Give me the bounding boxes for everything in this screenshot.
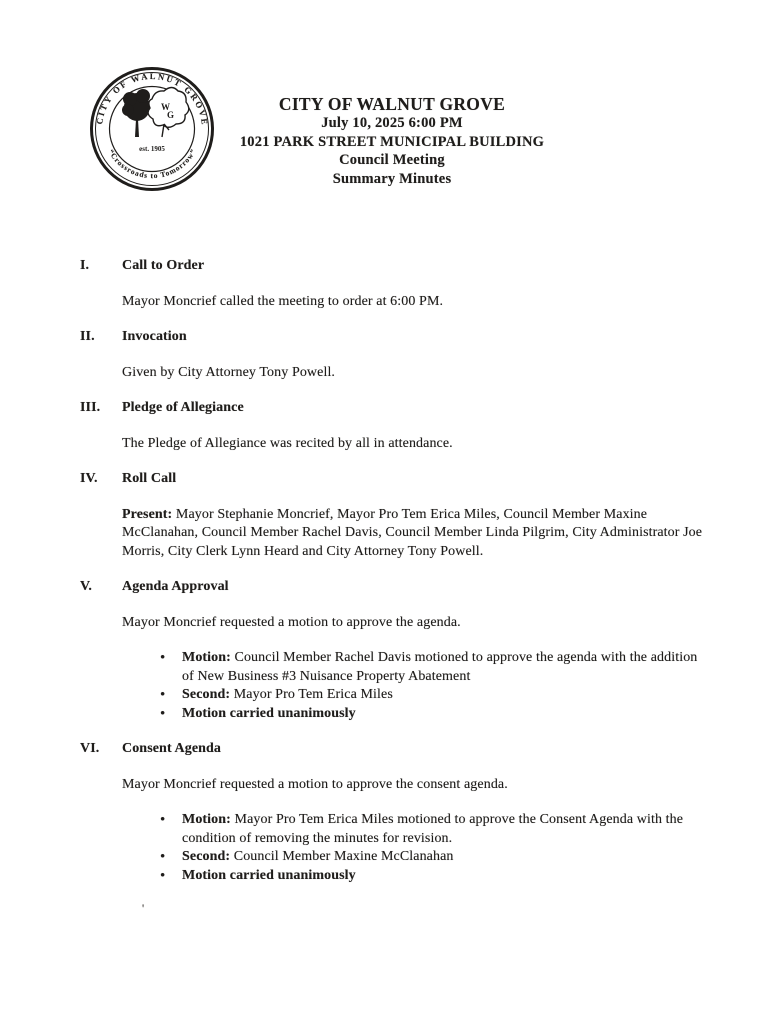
section-heading: Call to Order (122, 258, 205, 273)
meeting-type: Council Meeting (339, 152, 445, 168)
section-heading: Invocation (122, 329, 187, 344)
bullet-motion-carried (122, 867, 720, 886)
bullet-lead: Motion: (182, 812, 231, 827)
bullet-text: Mayor Pro Tem Erica Miles motioned to approve the Consent Agenda with the condition of removing the minutes for revision. (182, 812, 684, 846)
seal-arc-bottom-text: “Crossroads to Tomorrow” (106, 147, 198, 181)
bullet-motion-carried (122, 705, 720, 724)
motion-bullet-list (122, 649, 720, 723)
section-numeral: V. (80, 579, 93, 594)
meeting-address: 1021 PARK STREET MUNICIPAL BUILDING (239, 133, 545, 150)
section-paragraph: Mayor Moncrief called the meeting to order at 6:00 PM. (122, 293, 444, 309)
section-paragraph: Mayor Moncrief requested a motion to approve the consent agenda. (122, 776, 508, 792)
bullet-lead: Motion carried unanimously (182, 705, 356, 721)
city-seal-logo (86, 63, 218, 195)
paragraph-text: Mayor Stephanie Moncrief, Mayor Pro Tem Erica Miles, Council Member Maxine McClanahan, Council Member Rachel Davis, Council Member Linda Pilgrim, City Administrator Joe Morris, City Clerk Lynn Heard and City Attorney Tony Powell. (122, 506, 703, 559)
section-numeral: II. (80, 329, 95, 344)
seal-monogram-w: W (161, 102, 170, 112)
document-subtitle: Summary Minutes (332, 170, 452, 187)
section-heading: Roll Call (122, 471, 177, 486)
seal-monogram-g: G (167, 110, 175, 120)
section-pledge-of-allegiance (80, 399, 720, 453)
motion-bullet-list (122, 811, 720, 885)
bullet-second (122, 686, 720, 705)
bullet-motion (122, 811, 720, 848)
paragraph-lead: Present: (122, 506, 173, 522)
seal-arc-top-text: CITY OF WALNUT GROVE (94, 70, 210, 125)
meeting-datetime: July 10, 2025 6:00 PM (321, 115, 463, 131)
section-heading-row (80, 328, 720, 347)
bullet-lead: Second: (182, 849, 231, 864)
section-agenda-approval (80, 578, 720, 723)
bullet-text: Mayor Pro Tem Erica Miles (230, 687, 393, 702)
scan-artifact: ' (142, 901, 145, 915)
bullet-lead: Second: (182, 687, 231, 702)
bullet-lead: Motion: (182, 650, 231, 665)
section-numeral: I. (80, 258, 90, 273)
bullet-text: Council Member Maxine McClanahan (230, 849, 454, 864)
section-heading: Consent Agenda (122, 741, 222, 756)
section-numeral: III. (80, 400, 101, 415)
seal-est-text: est. 1905 (139, 145, 165, 153)
section-heading-row (80, 740, 720, 759)
section-roll-call (80, 470, 720, 561)
section-paragraph (122, 506, 720, 562)
section-invocation (80, 328, 720, 382)
minutes-body (0, 257, 784, 885)
section-consent-agenda (80, 740, 720, 885)
section-paragraph: Mayor Moncrief requested a motion to approve the agenda. (122, 614, 461, 630)
section-heading-row (80, 257, 720, 276)
walnut-tree-icon (122, 88, 189, 138)
bullet-text: Council Member Rachel Davis motioned to approve the agenda with the addition of New Business #3 Nuisance Property Abatement (182, 650, 698, 684)
page-title: CITY OF WALNUT GROVE (278, 94, 506, 114)
section-call-to-order (80, 257, 720, 311)
bullet-second (122, 848, 720, 867)
bullet-motion (122, 649, 720, 686)
section-heading-row (80, 578, 720, 597)
document-header (0, 0, 784, 186)
section-paragraph: Given by City Attorney Tony Powell. (122, 364, 336, 380)
section-paragraph: The Pledge of Allegiance was recited by all in attendance. (122, 435, 453, 451)
section-numeral: IV. (80, 471, 98, 486)
bullet-lead: Motion carried unanimously (182, 867, 356, 883)
section-heading: Agenda Approval (122, 579, 229, 594)
section-heading-row (80, 399, 720, 418)
section-heading: Pledge of Allegiance (122, 400, 244, 415)
section-heading-row (80, 470, 720, 489)
section-numeral: VI. (80, 741, 100, 756)
